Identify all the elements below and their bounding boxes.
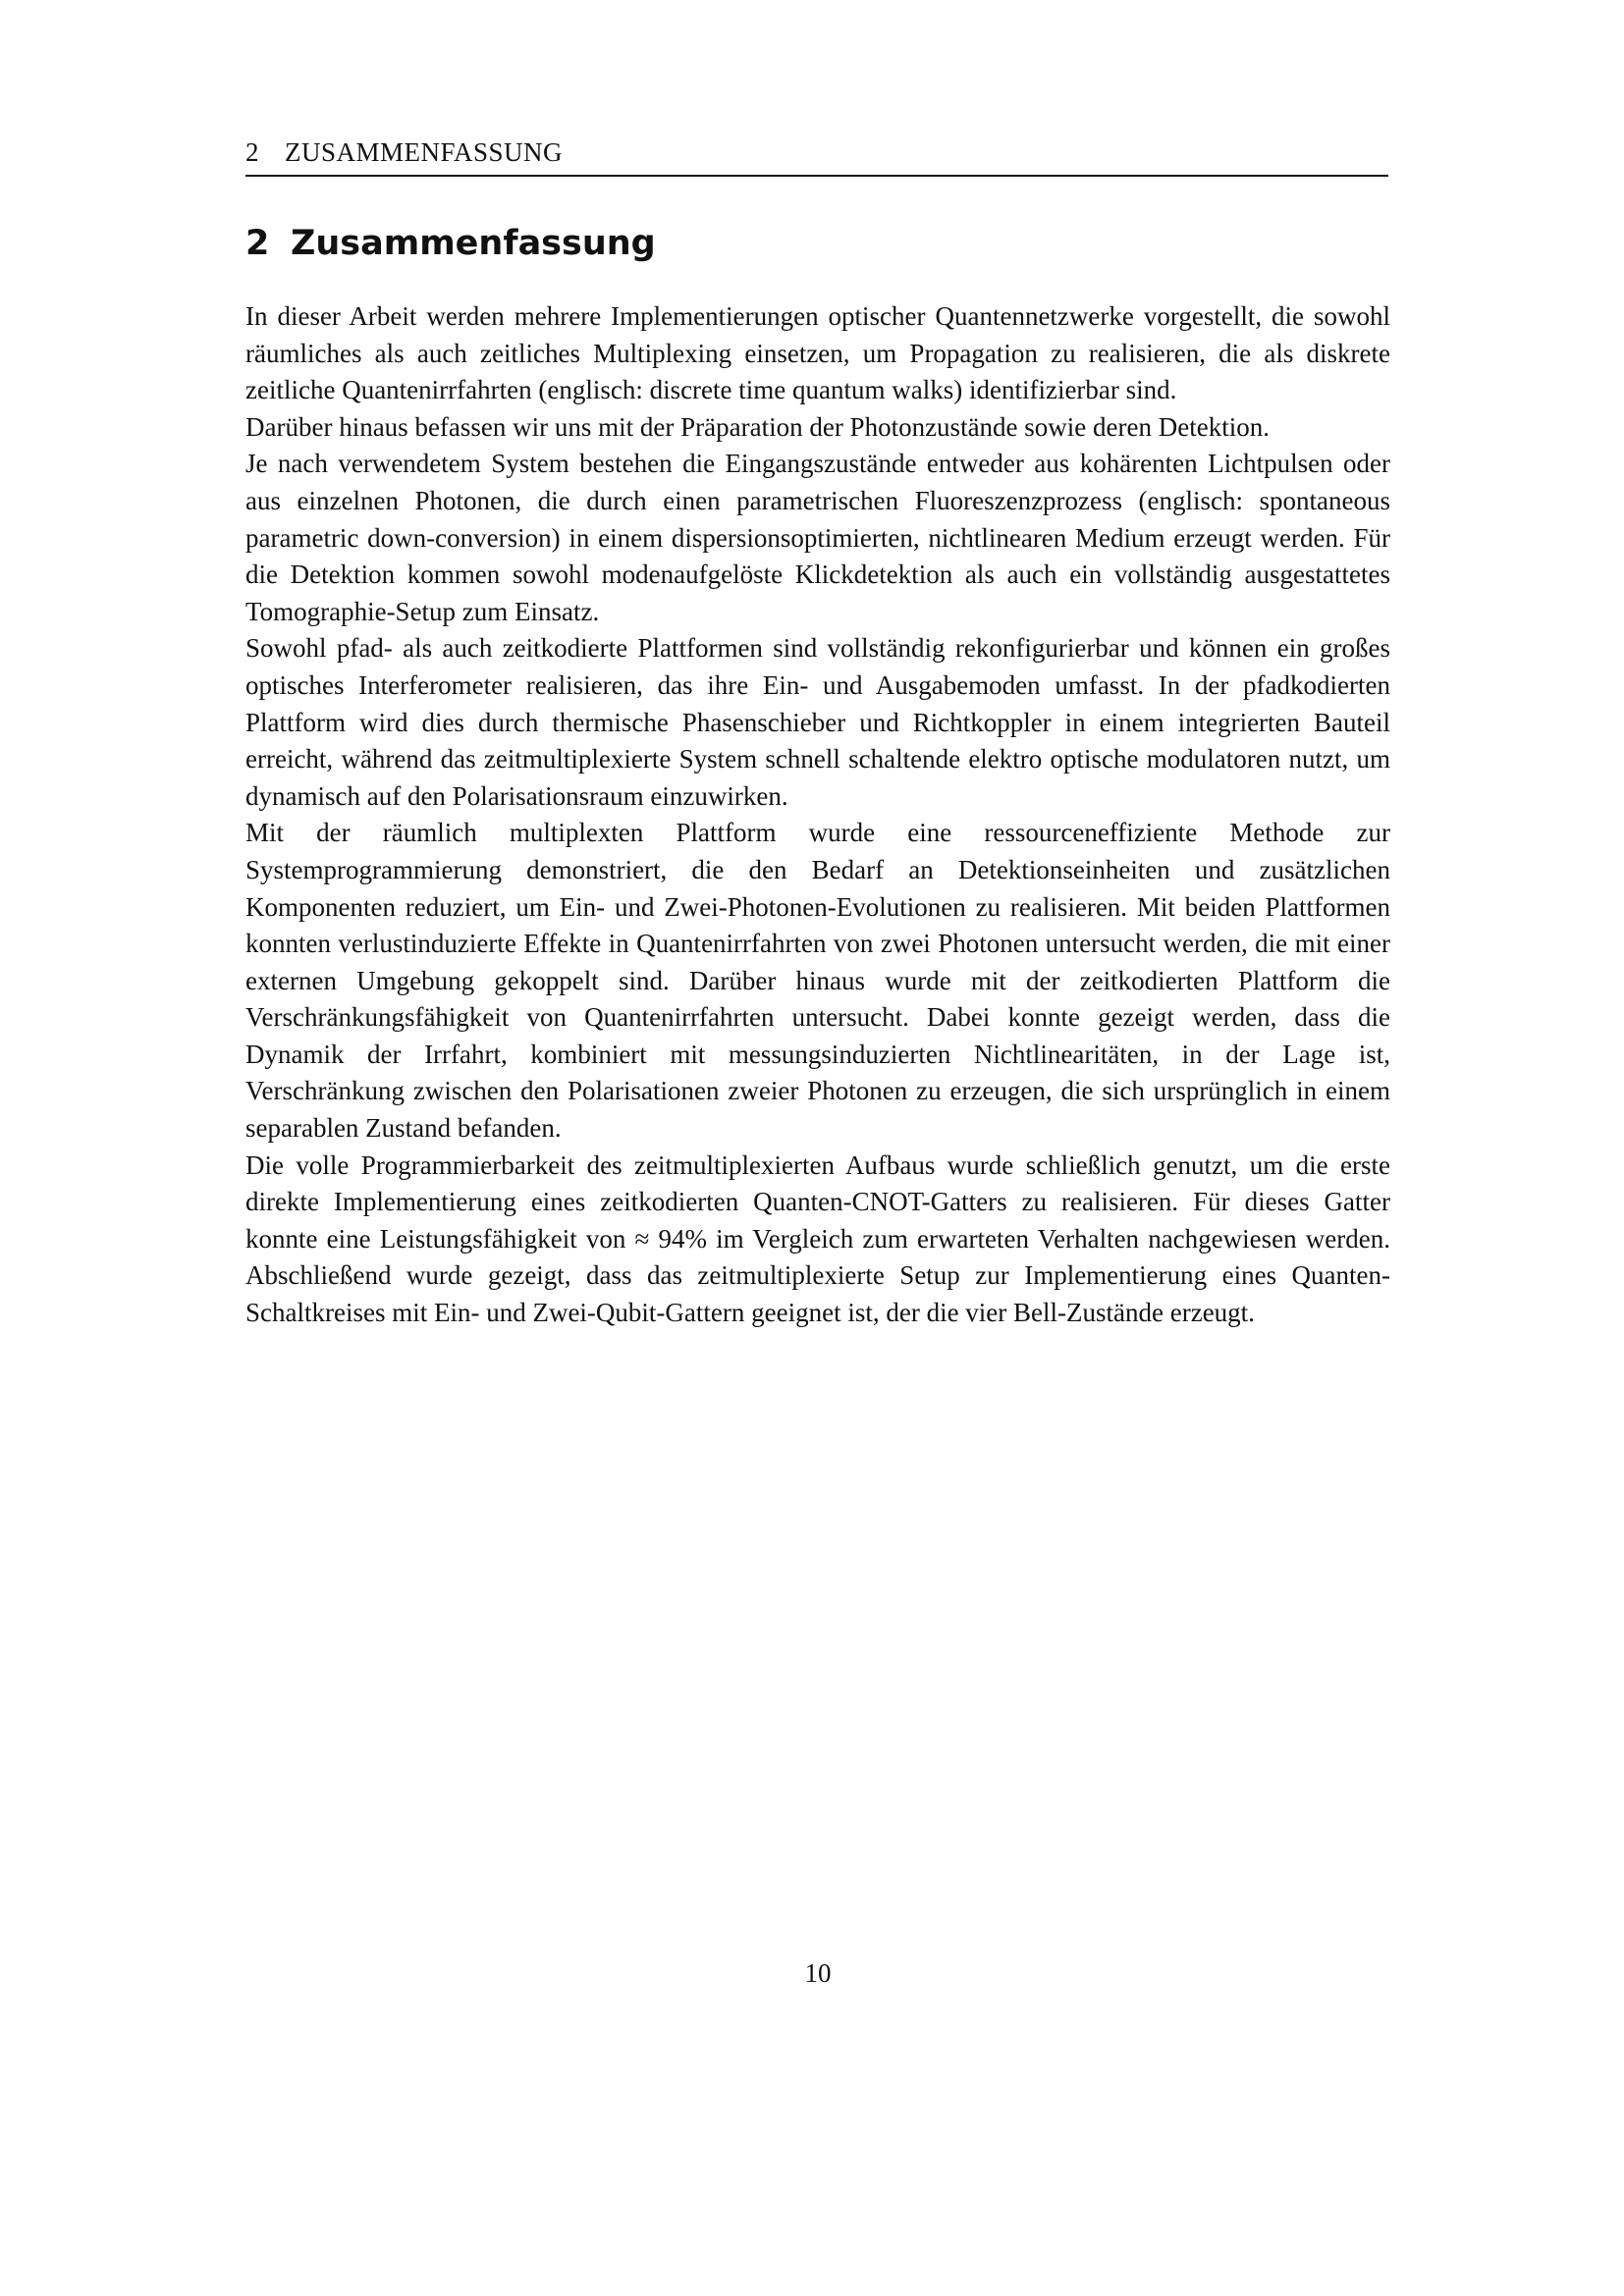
page-number: 10 — [804, 1958, 832, 1988]
section-title: Zusammenfassung — [291, 224, 656, 263]
section-heading — [245, 222, 656, 265]
paragraph-results: Mit der räumlich multiplexten Plattform wurde eine ressourceneffiziente Methode zur Systemprogrammierung demonstriert, die den Bedarf an Detektionseinheiten und zusätzlichen Komponenten reduziert, um Ein- und Zwei-Photonen-Evolutionen zu realisieren. Mit beiden Plattformen konnten verlustinduzierte Effekte in Quantenirrfahrten von zwei Photonen untersucht werden, die mit einer externen Umgebung gekoppelt sind. Darüber hinaus wurde mit der zeitkodierten Plattform die Verschränkungsfähigkeit von Quantenirrfahrten untersucht. Dabei konnte gezeigt werden, dass die Dynamik der Irrfahrt, kombiniert mit messungsinduzierten Nichtlinearitäten, in der Lage ist, Verschränkung zwischen den Polarisationen zweier Photonen zu erzeugen, die sich ursprünglich in einem separablen Zustand befanden. — [245, 818, 1390, 1144]
paragraph-input-states: Je nach verwendetem System bestehen die Eingangszustände entweder aus kohärenten Lichtpulsen oder aus einzelnen Photonen, die durch einen parametrischen Fluoreszenzprozess (englisch: spontaneous parametric down-conversion) in einem dispersionsoptimierten, nichtlinearen Medium erzeugt werden. Für die Detektion kommen sowohl modenaufgelöste Klickdetektion als auch ein vollständig ausgestattetes Tomographie-Setup zum Einsatz. — [245, 449, 1390, 626]
paragraph-platforms: Sowohl pfad- als auch zeitkodierte Plattformen sind vollständig rekonfigurierbar und können ein großes optisches Interferometer realisieren, das ihre Ein- und Ausgabemoden umfasst. In der pfadkodierten Plattform wird dies durch thermische Phasenschieber und Richtkoppler in einem integrierten Bauteil erreicht, während das zeitmultiplexierte System schnell schaltende elektro optische modulatoren nutzt, um dynamisch auf den Polarisationsraum einzuwirken. — [245, 633, 1390, 811]
running-header — [245, 137, 1388, 177]
paragraph-preparation: Darüber hinaus befassen wir uns mit der Präparation der Photonzustände sowie deren Detektion. — [245, 411, 1270, 442]
document-page — [245, 0, 1390, 2296]
paragraph-cnot-gate: Die volle Programmierbarkeit des zeitmultiplexierten Aufbaus wurde schließlich genutzt, um die erste direkte Implementierung eines zeitkodierten Quanten-CNOT-Gatters zu realisieren. Für dieses Gatter konnte eine Leistungsfähigkeit von ≈ 94% im Vergleich zum erwarteten Verhalten nachgewiesen werden. Abschließend wurde gezeigt, dass das zeitmultiplexierte Setup zur Implementierung eines Quanten-Schaltkreises mit Ein- und Zwei-Qubit-Gattern geeignet ist, der die vier Bell-Zustände erzeugt. — [245, 1149, 1390, 1328]
section-body — [245, 298, 1390, 1332]
paragraph-intro: In dieser Arbeit werden mehrere Implementierungen optischer Quantennetzwerke vorgestellt, die sowohl räumliches als auch zeitliches Multiplexing einsetzen, um Propagation zu realisieren, die als diskrete zeitliche Quantenirrfahrten (englisch: discrete time quantum walks) identifizierbar sind. — [245, 301, 1390, 405]
running-header-number: 2 — [245, 137, 259, 167]
running-header-title: ZUSAMMENFASSUNG — [285, 137, 564, 167]
section-number: 2 — [245, 224, 270, 263]
